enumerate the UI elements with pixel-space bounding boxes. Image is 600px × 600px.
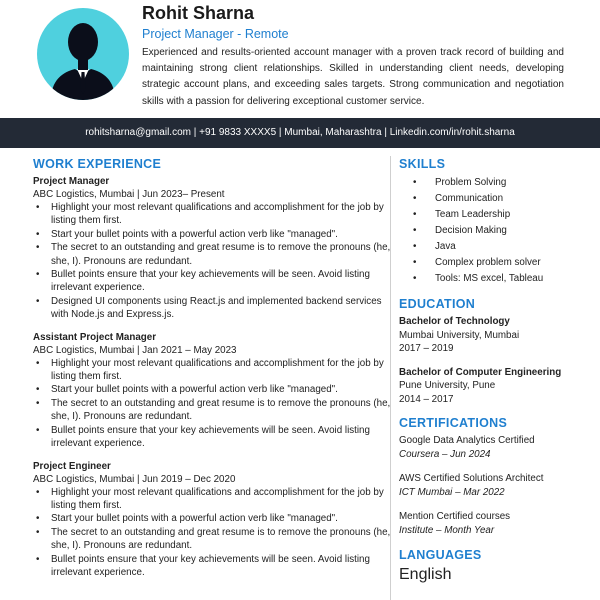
skills-heading: SKILLS	[399, 157, 446, 171]
skill-item: • Communication	[399, 191, 589, 207]
skills-list	[399, 175, 589, 287]
profile-summary: Experienced and results-oriented account manager with a proven track record of building and maintaining strong client relationships. Skilled in understanding client needs, developing strategic account plans, and exceeding sales targets. Strong communication and negotiation skills with a passion for delivering exceptional customer service.	[142, 47, 564, 107]
certification-entry	[399, 510, 589, 537]
resume-header	[0, 0, 600, 118]
certifications-heading: CERTIFICATIONS	[399, 416, 508, 430]
job-bullet: • Designed UI components using React.js and implemented backend services with Node.js and Express.js.	[33, 295, 393, 322]
job-meta: ABC Logistics, Mumbai | Jun 2023– Present	[33, 189, 225, 200]
work-experience-heading: WORK EXPERIENCE	[33, 157, 162, 171]
job-title: Assistant Project Manager	[33, 331, 157, 343]
main-column	[33, 157, 393, 588]
languages-heading: LANGUAGES	[399, 548, 482, 562]
job-bullet: • The secret to an outstanding and great resume is to remove the pronouns (he, she, I). Pronouns are redundant.	[33, 526, 393, 553]
job-bullet: • Start your bullet points with a powerful action verb like "managed".	[33, 228, 393, 241]
education-degree: Bachelor of Technology	[399, 316, 510, 327]
job-bullets	[33, 201, 393, 322]
job-entry	[33, 175, 393, 322]
candidate-role: Project Manager - Remote	[142, 27, 289, 41]
job-bullets	[33, 357, 393, 451]
certification-issuer: ICT Mumbai – Mar 2022	[399, 486, 505, 498]
education-school: Mumbai University, Mumbai	[399, 329, 520, 341]
job-bullet: • Highlight your most relevant qualifications and accomplishment for the job by listing them first.	[33, 201, 393, 228]
job-bullet: • Bullet points ensure that your key achievements will be seen. Avoid listing irrelevant experience.	[33, 553, 393, 580]
certification-entry	[399, 434, 589, 461]
skill-item: • Complex problem solver	[399, 255, 589, 271]
job-bullet: • Start your bullet points with a powerful action verb like "managed".	[33, 383, 393, 396]
education-list	[399, 315, 589, 406]
certifications-section	[399, 416, 589, 537]
language-item: English	[399, 566, 452, 583]
job-list	[33, 175, 393, 579]
job-bullet: • Bullet points ensure that your key achievements will be seen. Avoid listing irrelevant experience.	[33, 268, 393, 295]
job-bullet: • Start your bullet points with a powerful action verb like "managed".	[33, 512, 393, 525]
certification-issuer: Institute – Month Year	[399, 524, 495, 536]
contact-bar: rohitsharna@gmail.com | +91 9833 XXXX5 | Mumbai, Maharashtra | Linkedin.com/in/rohit.sharna	[0, 118, 600, 148]
skill-item: • Tools: MS excel, Tableau	[399, 271, 589, 287]
side-column	[399, 157, 589, 595]
education-entry	[399, 366, 589, 407]
job-bullet: • The secret to an outstanding and great resume is to remove the pronouns (he, she, I). Pronouns are redundant.	[33, 397, 393, 424]
job-title: Project Engineer	[33, 460, 111, 472]
person-silhouette-icon	[37, 8, 129, 100]
education-degree: Bachelor of Computer Engineering	[399, 366, 562, 378]
certifications-list	[399, 434, 589, 537]
education-section	[399, 297, 589, 406]
candidate-name: Rohit Sharna	[142, 3, 255, 23]
languages-list	[399, 566, 589, 584]
job-bullet: • The secret to an outstanding and great resume is to remove the pronouns (he, she, I). Pronouns are redundant.	[33, 241, 393, 268]
certification-entry	[399, 472, 589, 499]
education-years: 2017 – 2019	[399, 343, 454, 354]
job-bullet: • Highlight your most relevant qualifications and accomplishment for the job by listing them first.	[33, 357, 393, 384]
certification-name: Google Data Analytics Certified	[399, 435, 535, 446]
job-bullet: • Highlight your most relevant qualifications and accomplishment for the job by listing them first.	[33, 486, 393, 513]
job-bullets	[33, 486, 393, 580]
skill-item: • Decision Making	[399, 223, 589, 239]
job-bullet: • Bullet points ensure that your key achievements will be seen. Avoid listing irrelevant experience.	[33, 424, 393, 451]
job-entry	[33, 331, 393, 451]
skill-item: • Problem Solving	[399, 175, 589, 191]
skills-section	[399, 157, 589, 287]
education-entry	[399, 315, 589, 356]
job-meta: ABC Logistics, Mumbai | Jun 2019 – Dec 2020	[33, 473, 236, 485]
skill-item: • Java	[399, 239, 589, 255]
job-title: Project Manager	[33, 176, 110, 187]
skill-item: • Team Leadership	[399, 207, 589, 223]
column-divider	[390, 156, 391, 600]
avatar	[37, 8, 129, 100]
certification-name: AWS Certified Solutions Architect	[399, 473, 544, 484]
education-school: Pune University, Pune	[399, 380, 496, 391]
job-entry	[33, 460, 393, 580]
certification-issuer: Coursera – Jun 2024	[399, 448, 491, 460]
languages-section	[399, 548, 589, 584]
education-years: 2014 – 2017	[399, 393, 454, 405]
education-heading: EDUCATION	[399, 297, 476, 311]
job-meta: ABC Logistics, Mumbai | Jan 2021 – May 2023	[33, 344, 237, 356]
certification-name: Mention Certified courses	[399, 511, 511, 522]
